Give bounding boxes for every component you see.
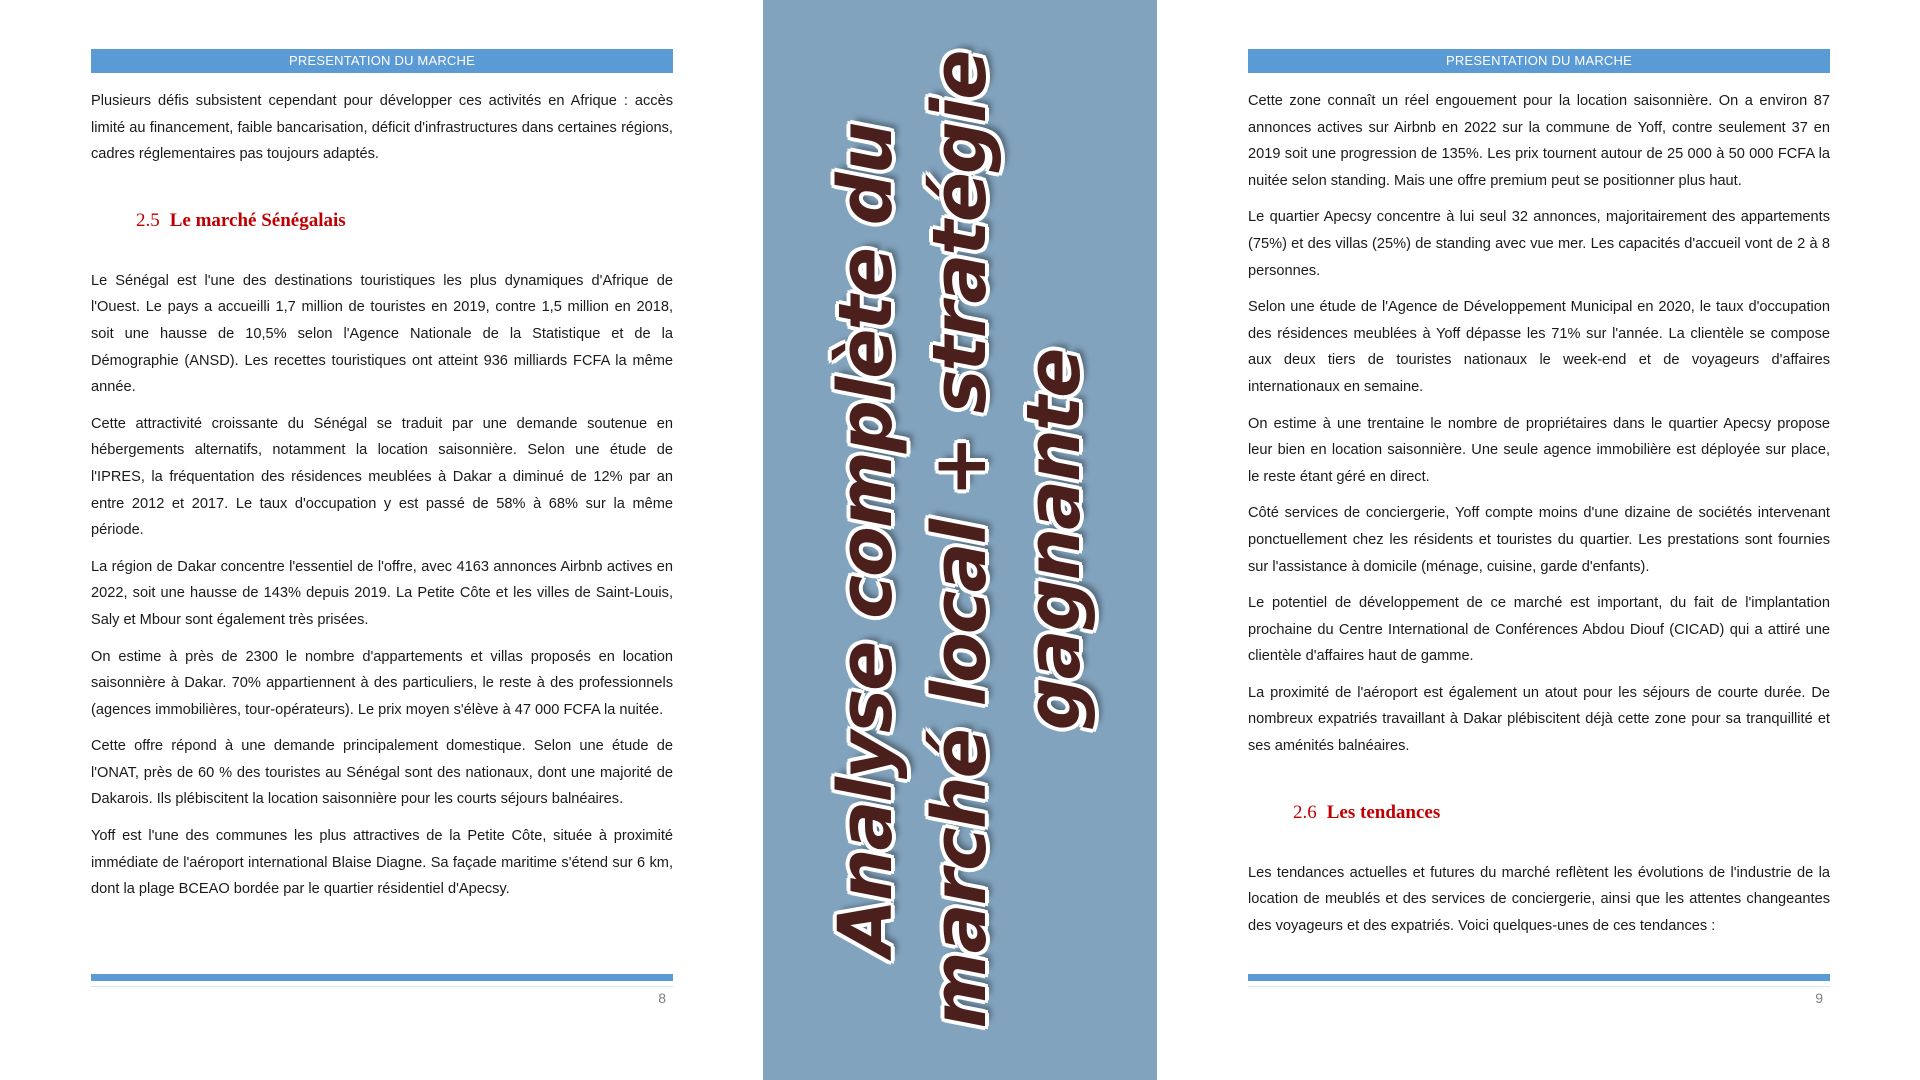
paragraph: Cette offre répond à une demande principalement domestique. Selon une étude de l'ONAT, près de 60 % des touristes au Sénégal sont des nationaux, dont une majorité de Dakarois. Ils plébiscitent la location saisonnière pour les courts séjours balnéaires. (91, 738, 673, 808)
banner-line: Analyse complète du (823, 123, 909, 957)
paragraph: Le Sénégal est l'une des destinations touristiques les plus dynamiques d'Afrique de l'Ouest. Le pays a accueilli 1,7 million de touristes en 2019, contre 1,5 million en 2018, soit une hausse de 10,5% selon l'Agence Nationale de la Statistique et de la Démographie (ANSD). Les recettes touristiques ont atteint 936 milliards FCFA la même année. (91, 272, 673, 396)
banner-line: marché local + stratégie (917, 51, 1003, 1029)
paragraph: Yoff est l'une des communes les plus attractives de la Petite Côte, située à proximité immédiate de l'aéroport international Blaise Diagne. Sa façade maritime s'étend sur 6 km, dont la plage BCEAO bordée par le quartier résidentiel d'Apecsy. (91, 828, 673, 898)
section-title: Les tendances (1326, 801, 1441, 823)
footer-divider (1248, 986, 1830, 987)
page-body (91, 88, 673, 913)
paragraph: On estime à une trentaine le nombre de propriétaires dans le quartier Apecsy propose leur bien en location saisonnière. Une seule agence immobilière est déployée sur place, le reste étant géré en direct. (1248, 415, 1830, 485)
section-heading (1248, 802, 1830, 824)
page-header: PRESENTATION DU MARCHE (1248, 49, 1830, 73)
paragraph: Cette zone connaît un réel engouement pour la location saisonnière. On a environ 87 annonces actives sur Airbnb en 2022 sur la commune de Yoff, contre seulement 37 en 2019 soit une progression de 135%. Les prix tournent autour de 25 000 à 50 000 FCFA la nuitée selon standing. Mais une offre premium peut se positionner plus haut. (1248, 93, 1830, 189)
section-title: Le marché Sénégalais (169, 209, 346, 231)
title-banner (763, 0, 1157, 1080)
footer-bar (1248, 974, 1830, 981)
banner-line: gagnante (1011, 349, 1097, 731)
section-number: 2.5 (136, 209, 160, 231)
paragraph: Le quartier Apecsy concentre à lui seul 32 annonces, majoritairement des appartements (75%) et des villas (25%) de standing avec vue mer. Les capacités d'accueil vont de 2 à 8 personnes. (1248, 209, 1830, 279)
section-heading (91, 210, 673, 232)
page-number: 8 (658, 990, 666, 1006)
right-page (1157, 0, 1920, 1080)
left-page (0, 0, 763, 1080)
footer-divider (91, 986, 673, 987)
paragraph: Cette attractivité croissante du Sénégal se traduit par une demande soutenue en hébergements alternatifs, notamment la location saisonnière. Selon une étude de l'IPRES, la fréquentation des résidences meublées à Dakar a diminué de 12% par an entre 2012 et 2017. Le taux d'occupation y est passé de 58% à 68% sur la même période. (91, 415, 673, 539)
paragraph: La région de Dakar concentre l'essentiel de l'offre, avec 4163 annonces Airbnb actives en 2022, soit une hausse de 143% depuis 2019. La Petite Côte et les villes de Saint-Louis, Saly et Mbour sont également très prisées. (91, 558, 673, 628)
page-header: PRESENTATION DU MARCHE (91, 49, 673, 73)
section-number: 2.6 (1293, 801, 1317, 823)
page-number: 9 (1815, 990, 1823, 1006)
paragraph: Les tendances actuelles et futures du marché reflètent les évolutions de l'industrie de la location de meublés et des services de conciergerie, ainsi que les attentes changeantes des voyageurs et des expatriés. Voici quelques-unes de ces tendances : (1248, 864, 1830, 934)
paragraph: Plusieurs défis subsistent cependant pour développer ces activités en Afrique : accès limité au financement, faible bancarisation, déficit d'infrastructures dans certaines régions, cadres réglementaires pas toujours adaptés. (91, 93, 673, 163)
banner-title (819, 40, 1101, 1040)
paragraph: Côté services de conciergerie, Yoff compte moins d'une dizaine de sociétés intervenant ponctuellement chez les résidents et touristes du quartier. Les prestations sont fournies sur l'assistance à domicile (ménage, cuisine, garde d'enfants). (1248, 505, 1830, 575)
paragraph: La proximité de l'aéroport est également un atout pour les séjours de courte durée. De nombreux expatriés travaillant à Dakar plébiscitent déjà cette zone pour sa tranquillité et ses aménités balnéaires. (1248, 684, 1830, 755)
page-body (1248, 88, 1830, 949)
paragraph: On estime à près de 2300 le nombre d'appartements et villas proposés en location saisonnière à Dakar. 70% appartiennent à des particuliers, le reste à des professionnels (agences immobilières, tour-opérateurs). Le prix moyen s'élève à 47 000 FCFA la nuitée. (91, 648, 673, 718)
paragraph: Selon une étude de l'Agence de Développement Municipal en 2020, le taux d'occupation des résidences meublées à Yoff dépasse les 71% sur l'année. La clientèle se compose aux deux tiers de touristes nationaux le week-end et de voyageurs d'affaires internationaux en semaine. (1248, 299, 1830, 395)
paragraph: Le potentiel de développement de ce marché est important, du fait de l'implantation prochaine du Centre International de Conférences Abdou Diouf (CICAD) qui a attiré une clientèle d'affaires haut de gamme. (1248, 595, 1830, 665)
footer-bar (91, 974, 673, 981)
